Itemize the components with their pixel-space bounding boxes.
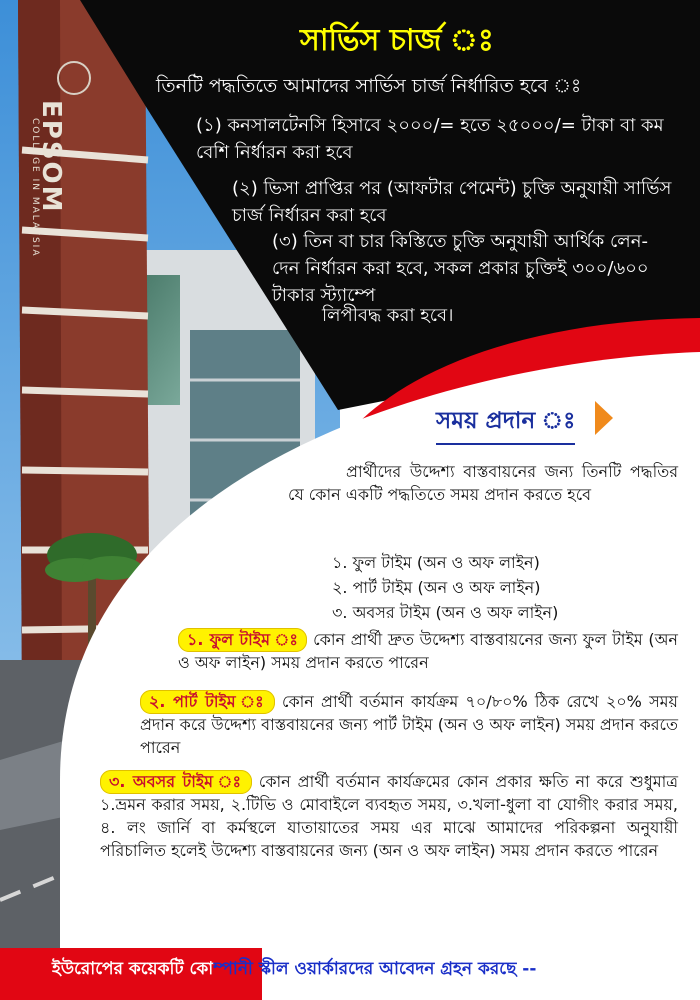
service-charge-item-3-end: লিপীবদ্ধ করা হবে। [322,305,454,326]
service-charge-title: সার্ভিস চার্জ ঃ [300,23,494,58]
time-detail-text: কোন প্রার্থী বর্তমান কার্যক্রম ৭০/৮০% ঠিক রেখে ২০% সময় প্রদান করে উদ্দেশ্য বাস্তবায়নের জন্য পার্ট টাইম (অন ও অফ লাইন) সময় প্রদান করতে পারেন [140,692,678,757]
time-detail-text: কোন প্রার্থী দ্রুত উদ্দেশ্য বাস্তবায়নের জন্য ফুল টাইম (অন ও অফ লাইন) সময় প্রদান করতে পারেন [178,630,678,672]
time-detail-text: কোন প্রার্থী বর্তমান কার্যক্রমের কোন প্রকার ক্ষতি না করে শুধুমাত্র ১.ভ্রমন করার সময়, ২.টিভি ও মোবাইলে ব্যবহৃত সময়, ৩.খলা-ধুলা বা যোগীং করার সময়, ৪. লং জার্নি বা কর্মস্থলে যাতায়াতের সময় এর মাঝে আমাদের পরিকল্পনা অনুযায়ী পরিচালিত হলেই উদ্দেশ্য বাস্তবায়নের জন্য (অন ও অফ লাইন) সময় প্রদান করতে পারেন [100,772,678,860]
service-charge-item-1: (১) কনসালটেনসি হিসাবে ২০০০/= হতে ২৫০০০/= টাকা বা কম বেশি নির্ধারন করা হবে [196,115,664,163]
time-mode-1: ১. ফুল টাইম (অন ও অফ লাইন) [332,553,540,572]
time-detail-full-time [178,628,678,674]
time-detail-part-time [140,690,678,759]
time-section-intro: প্রার্থীদের উদ্দেশ্য বাস্তবায়নের জন্য তিনটি পদ্ধতির যে কোন একটি পদ্ধতিতে সময় প্রদান করতে হবে [288,462,678,504]
time-detail-label: ৩. অবসর টাইম ঃ [100,770,252,794]
time-mode-3: ৩. অবসর টাইম (অন ও অফ লাইন) [332,603,559,622]
time-mode-2: ২. পার্ট টাইম (অন ও অফ লাইন) [332,578,541,597]
footer-banner [52,956,536,984]
building-sign: EPSOM [36,100,66,214]
time-detail-label: ২. পার্ট টাইম ঃ [140,690,275,714]
arrow-right-icon [595,401,613,435]
time-detail-leisure-time [100,770,678,862]
service-charge-intro: তিনটি পদ্ধতিতে আমাদের সার্ভিস চার্জ নির্ধারিত হবে ঃ [156,75,582,97]
service-charge-item-3: (৩) তিন বা চার কিস্তিতে চুক্তি অনুযায়ী আর্থিক লেন-দেন নির্ধারন করা হবে, সকল প্রকার চুক্তিই ৩০০/৬০০ টাকার স্ট্যাম্পে [272,231,649,306]
footer-text-white: ইউরোপের কয়েকটি কো [52,959,214,979]
time-section-heading: সময় প্রদান ঃ [436,402,575,445]
building-sign-sub: COLLEGE IN MALAYSIA [30,118,40,258]
time-detail-label: ১. ফুল টাইম ঃ [178,628,307,652]
footer-text-blue: ম্পানী স্কীল ওয়ার্কারদের আবেদন গ্রহন করছে -- [213,959,537,979]
service-charge-item-2: (২) ভিসা প্রাপ্তির পর (আফটার পেমেন্ট) চুক্তি অনুযায়ী সার্ভিস চার্জ নির্ধারন করা হবে [232,178,672,226]
